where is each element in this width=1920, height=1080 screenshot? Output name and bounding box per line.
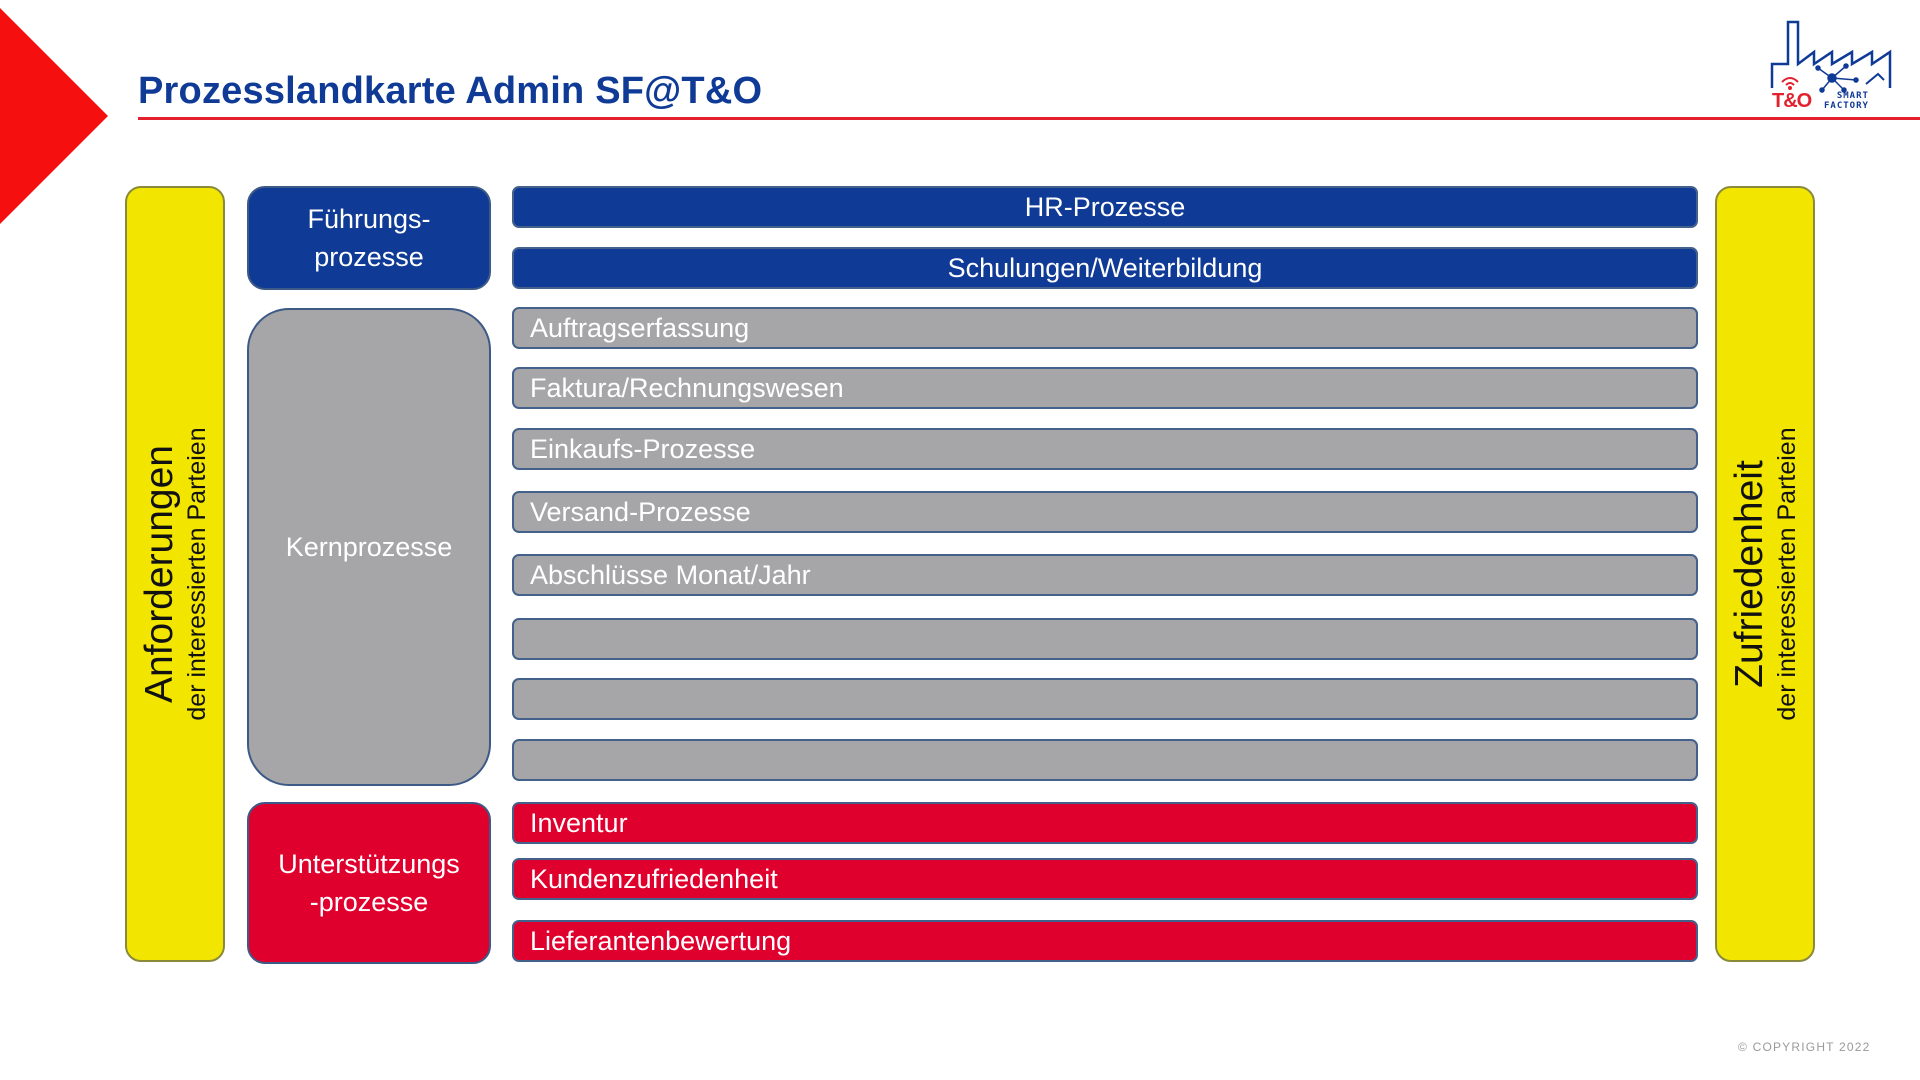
corner-triangle-decoration (0, 8, 108, 224)
right-bar-main-label: Zufriedenheit (1728, 460, 1771, 688)
process-row-schulungen: Schulungen/Weiterbildung (512, 247, 1698, 289)
right-bar-text (1728, 427, 1802, 720)
category-fuehrungsprozesse (247, 186, 491, 290)
logo-brand-text: T&O (1772, 90, 1812, 112)
category-kern-label: Kernprozesse (285, 532, 453, 562)
category-unterstuetzungsprozesse (247, 802, 491, 964)
process-row-faktura: Faktura/Rechnungswesen (512, 367, 1698, 409)
process-row-empty-2 (512, 678, 1698, 720)
left-requirements-bar (125, 186, 225, 962)
process-row-abschluesse: Abschlüsse Monat/Jahr (512, 554, 1698, 596)
process-row-empty-3 (512, 739, 1698, 781)
copyright-notice: © COPYRIGHT 2022 (1738, 1040, 1871, 1054)
category-unterstuetzung-line2: -prozesse (309, 887, 429, 917)
category-fuehrung-line2: prozesse (314, 242, 424, 272)
category-unterstuetzung-line1: Unterstützungs (278, 849, 460, 879)
logo-line-smart: SMART (1836, 91, 1869, 101)
logo-line-factory: FACTORY (1824, 101, 1869, 111)
category-kernprozesse (247, 308, 491, 786)
page-title: Prozesslandkarte Admin SF@T&O (138, 70, 763, 112)
title-underline (138, 117, 1920, 120)
process-row-hr: HR-Prozesse (512, 186, 1698, 228)
left-bar-sub-label: der interessierten Parteien (183, 427, 211, 721)
process-row-lieferantenbewertung: Lieferantenbewertung (512, 920, 1698, 962)
right-satisfaction-bar (1715, 186, 1815, 962)
process-row-inventur: Inventur (512, 802, 1698, 844)
process-row-versand: Versand-Prozesse (512, 491, 1698, 533)
process-row-einkauf: Einkaufs-Prozesse (512, 428, 1698, 470)
process-row-kundenzufriedenheit: Kundenzufriedenheit (512, 858, 1698, 900)
category-fuehrung-line1: Führungs- (307, 204, 431, 234)
process-row-empty-1 (512, 618, 1698, 660)
left-bar-main-label: Anforderungen (138, 444, 181, 704)
process-row-auftragserfassung: Auftragserfassung (512, 307, 1698, 349)
right-bar-sub-label: der interessierten Parteien (1773, 427, 1801, 721)
left-bar-text (138, 427, 212, 720)
logo-smart-factory-text (1824, 91, 1869, 111)
